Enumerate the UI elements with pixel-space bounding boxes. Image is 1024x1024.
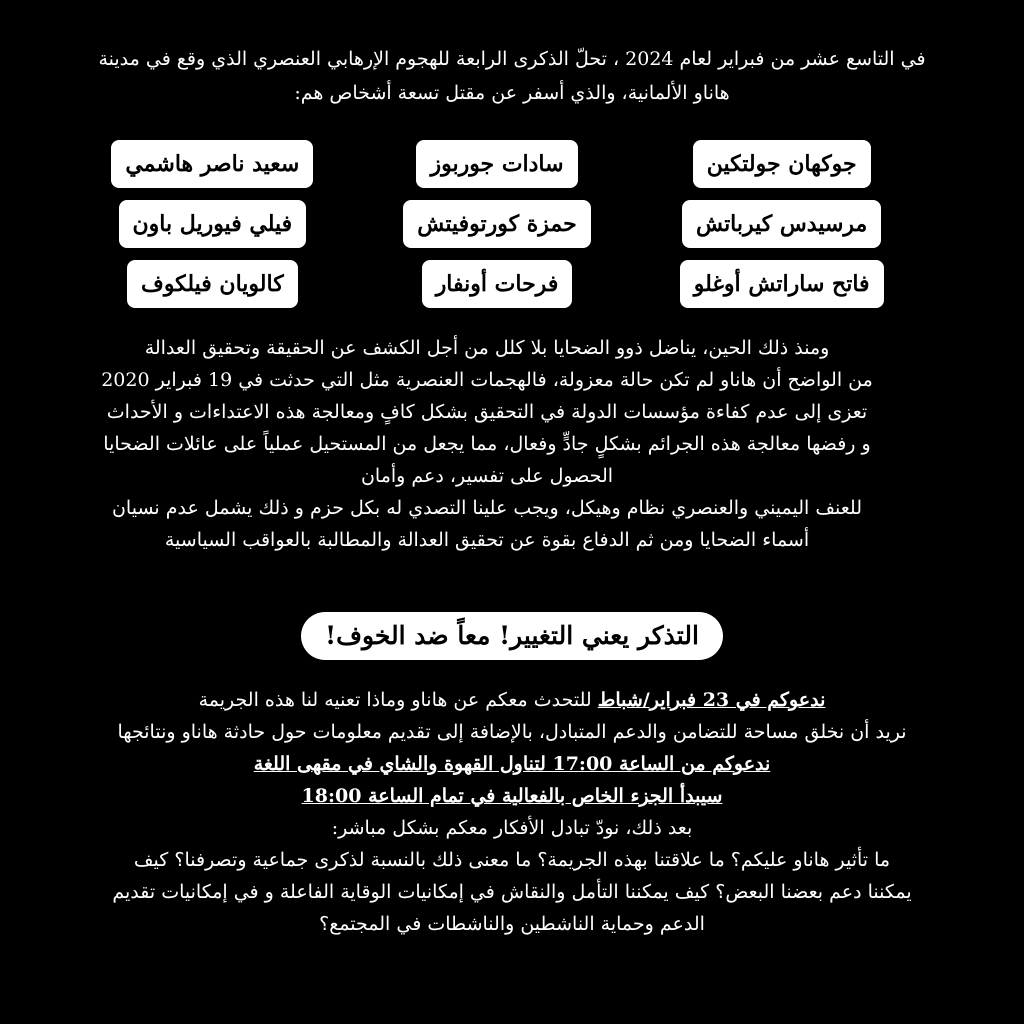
event-question: ما تأثير هاناو عليكم؟ ما علاقتنا بهذه الجريمة؟ ما معنى ذلك بالنسبة لذكرى جماعية وتصرفنا؟ كيف <box>133 849 891 871</box>
victim-name: فيلي فيوريل باون <box>119 200 307 248</box>
body-line: الحصول على تفسير، دعم وأمان <box>360 465 614 487</box>
event-coffee-time: ندعوكم من الساعة 17:00 لتناول القهوة والشاي في مقهى اللغة <box>253 753 771 775</box>
event-invite-text: للتحدث معكم عن هاناو وماذا تعنيه لنا هذه الجريمة <box>198 689 598 711</box>
body-line: و رفضها معالجة هذه الجرائم بشكلٍ جادٍّ وفعال، مما يجعل من المستحيل عملياً على عائلات الضحايا <box>103 433 871 455</box>
body-line: تعزى إلى عدم كفاءة مؤسسات الدولة في التحقيق بشكل كافٍ ومعالجة هذه الاعتداءات و الأحداث <box>106 401 868 423</box>
victim-name: سادات جوربوز <box>416 140 577 188</box>
intro-line: هاناو الألمانية، والذي أسفر عن مقتل تسعة أشخاص هم: <box>294 82 730 104</box>
event-question: يمكننا دعم بعضنا البعض؟ كيف يمكننا التأمل والنقاش في إمكانيات الوقاية الفاعلة و في إمكانيات تقديم <box>112 881 912 903</box>
event-line: بعد ذلك، نودّ تبادل الأفكار معكم بشكل مباشر: <box>331 817 693 839</box>
event-start-time: سيبدأ الجزء الخاص بالفعالية في تمام الساعة 18:00 <box>301 785 723 807</box>
body-line: للعنف اليميني والعنصري نظام وهيكل، ويجب علينا التصدي له بكل حزم و ذلك يشمل عدم نسيان <box>111 497 863 519</box>
body-line: أسماء الضحايا ومن ثم الدفاع بقوة عن تحقيق العدالة والمطالبة بالعواقب السياسية <box>164 529 810 551</box>
body-line: من الواضح أن هاناو لم تكن حالة معزولة، فالهجمات العنصرية مثل التي حدثت في 19 فبراير 2020 <box>101 369 873 391</box>
victim-name: فرحات أونفار <box>422 260 573 308</box>
body-paragraph <box>60 332 914 556</box>
victim-names-grid <box>100 140 894 308</box>
event-line: نريد أن نخلق مساحة للتضامن والدعم المتبادل، بالإضافة إلى تقديم معلومات حول حادثة هاناو ونتائجها <box>117 721 907 743</box>
victim-name: مرسيدس كيرباتش <box>682 200 881 248</box>
victim-name: فاتح ساراتش أوغلو <box>680 260 884 308</box>
event-invite-line <box>40 684 984 716</box>
intro-line: في التاسع عشر من فبراير لعام 2024 ، تحلّ الذكرى الرابعة للهجوم الإرهابي العنصري الذي وقع في مدينة <box>98 48 926 70</box>
slogan-container <box>0 612 1024 660</box>
intro-text <box>60 42 964 110</box>
event-date: ندعوكم في 23 فبراير/شباط <box>597 689 826 711</box>
body-line: ومنذ ذلك الحين، يناضل ذوو الضحايا بلا كلل من أجل الكشف عن الحقيقة وتحقيق العدالة <box>144 337 830 359</box>
event-question: الدعم وحماية الناشطين والناشطات في المجتمع؟ <box>319 913 705 935</box>
victim-name: حمزة كورتوفيتش <box>403 200 590 248</box>
victim-name: سعيد ناصر هاشمي <box>111 140 313 188</box>
slogan-banner: التذكر يعني التغيير! معاً ضد الخوف! <box>301 612 723 660</box>
victim-name: جوكهان جولتكين <box>693 140 871 188</box>
event-details <box>40 684 984 940</box>
victim-name: كالويان فيلكوف <box>127 260 298 308</box>
